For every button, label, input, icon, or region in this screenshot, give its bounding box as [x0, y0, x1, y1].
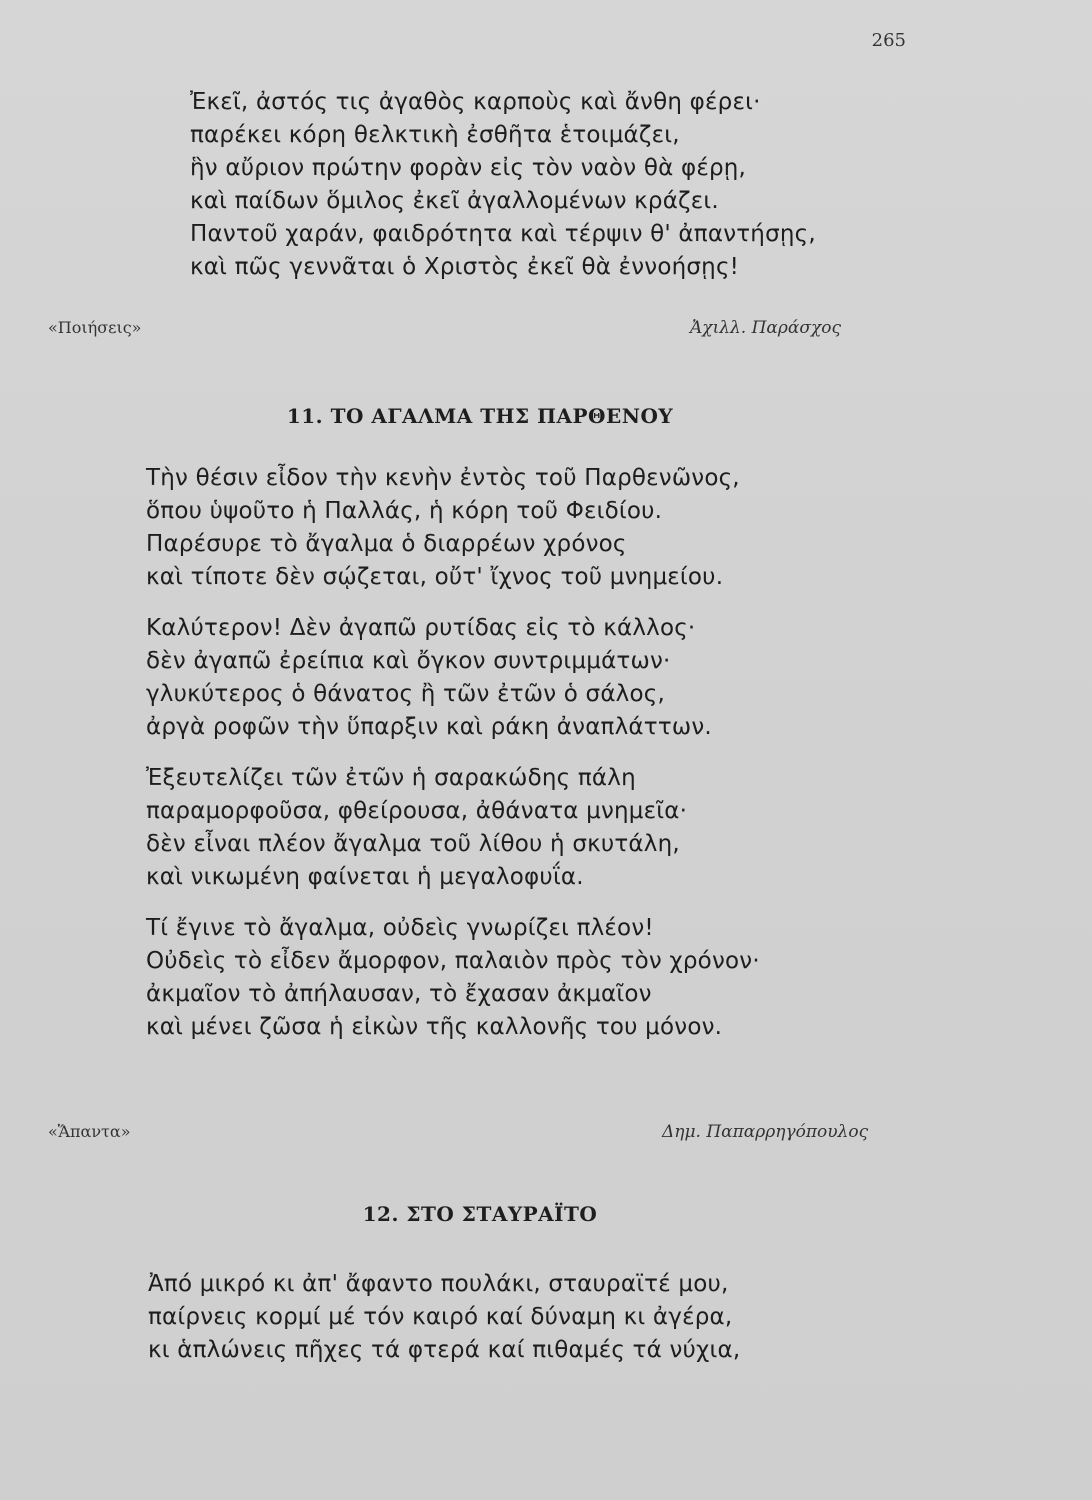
- verse-line: Παντοῦ χαράν, φαιδρότητα καὶ τέρψιν θ' ἀπαντήσῃς,: [190, 221, 816, 247]
- verse-line: Ἐξευτελίζει τῶν ἐτῶν ἡ σαρακώδης πάλη: [146, 765, 636, 791]
- verse-line: καὶ νικωμένη φαίνεται ἡ μεγαλοφυΐα.: [146, 864, 584, 890]
- section-11-heading: 11. ΤΟ ΑΓΑΛΜΑ ΤΗΣ ΠΑΡΘΕΝΟΥ: [286, 404, 674, 428]
- verse-line: καὶ τίποτε δὲν σῴζεται, οὔτ' ἴχνος τοῦ μνημείου.: [146, 564, 724, 590]
- stanza-gap: [146, 894, 760, 912]
- verse-line: ἣν αὔριον πρώτην φορὰν εἰς τὸν ναὸν θὰ φέρῃ,: [190, 155, 747, 181]
- section-12-heading: 12. ΣΤΟ ΣΤΑΥΡΑΪΤΟ: [362, 1202, 598, 1226]
- verse-line: ἀργὰ ροφῶν τὴν ὕπαρξιν καὶ ράκη ἀναπλάττων.: [146, 714, 712, 740]
- poem-11-source: «Ἅπαντα»: [48, 1122, 131, 1141]
- verse-line: παραμορφοῦσα, φθείρουσα, ἀθάνατα μνημεῖα·: [146, 798, 688, 824]
- verse-line: δὲν ἀγαπῶ ἐρείπια καὶ ὄγκον συντριμμάτων·: [146, 648, 671, 674]
- poem-12: [148, 1268, 740, 1367]
- verse-line: ἀκμαῖον τὸ ἀπήλαυσαν, τὸ ἔχασαν ἀκμαῖον: [146, 981, 652, 1007]
- verse-line: καὶ παίδων ὅμιλος ἐκεῖ ἀγαλλομένων κράζει.: [190, 188, 719, 214]
- verse-line: Παρέσυρε τὸ ἄγαλμα ὁ διαρρέων χρόνος: [146, 531, 627, 557]
- verse-line: ὅπου ὑψοῦτο ἡ Παλλάς, ἡ κόρη τοῦ Φειδίου.: [146, 498, 663, 524]
- verse-line: Τί ἔγινε τὸ ἄγαλμα, οὐδεὶς γνωρίζει πλέον!: [146, 915, 654, 941]
- verse-line: καὶ πῶς γεννᾶται ὁ Χριστὸς ἐκεῖ θὰ ἐννοήσῃς!: [190, 254, 740, 280]
- verse-line: δὲν εἶναι πλέον ἄγαλμα τοῦ λίθου ἡ σκυτάλη,: [146, 831, 680, 857]
- verse-line: καὶ μένει ζῶσα ἡ εἰκὼν τῆς καλλονῆς του μόνον.: [146, 1014, 723, 1040]
- verse-line: παρέκει κόρη θελκτικὴ ἐσθῆτα ἑτοιμάζει,: [190, 122, 680, 148]
- page-number: 265: [871, 30, 906, 51]
- poem-top: [190, 86, 816, 284]
- verse-line: Οὐδεὶς τὸ εἶδεν ἄμορφον, παλαιὸν πρὸς τὸν χρόνον·: [146, 948, 760, 974]
- poem-top-source: «Ποιήσεις»: [48, 318, 142, 337]
- poem-11-author: Δημ. Παπαρρηγόπουλος: [662, 1122, 869, 1142]
- poem-11: [146, 462, 760, 1044]
- verse-line: Τὴν θέσιν εἶδον τὴν κενὴν ἐντὸς τοῦ Παρθενῶνος,: [146, 465, 740, 491]
- stanza-gap: [146, 744, 760, 762]
- stanza-gap: [146, 594, 760, 612]
- poem-top-author: Ἀχιλλ. Παράσχος: [690, 318, 842, 338]
- verse-line: παίρνεις κορμί μέ τόν καιρό καί δύναμη κι ἀγέρα,: [148, 1304, 733, 1330]
- verse-line: Ἐκεῖ, ἀστός τις ἀγαθὸς καρποὺς καὶ ἄνθη φέρει·: [190, 89, 761, 115]
- verse-line: Καλύτερον! Δὲν ἀγαπῶ ρυτίδας εἰς τὸ κάλλος·: [146, 615, 696, 641]
- verse-line: κι ἁπλώνεις πῆχες τά φτερά καί πιθαμές τά νύχια,: [148, 1337, 741, 1363]
- verse-line: γλυκύτερος ὁ θάνατος ἢ τῶν ἐτῶν ὁ σάλος,: [146, 681, 665, 707]
- verse-line: Ἀπό μικρό κι ἀπ' ἄφαντο πουλάκι, σταυραϊτέ μου,: [148, 1271, 729, 1297]
